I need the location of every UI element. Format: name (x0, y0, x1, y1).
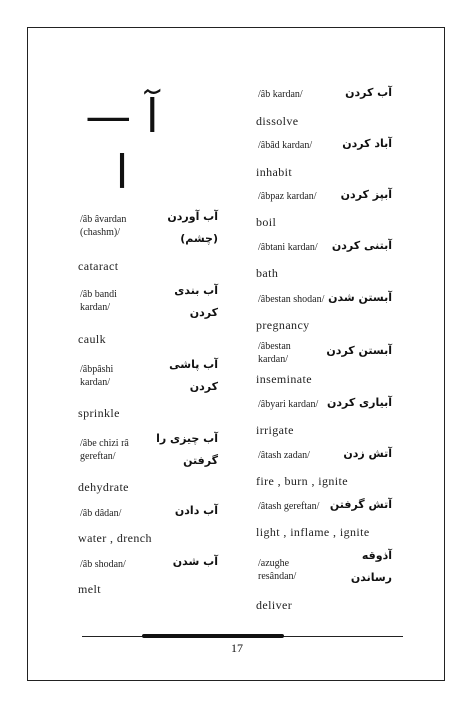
transliteration: /âb dâdan/ (80, 508, 122, 519)
page-number: 17 (231, 641, 243, 655)
english-gloss: melt (78, 582, 101, 596)
transliteration: /âbpaz kardan/ (258, 191, 317, 202)
english-gloss: caulk (78, 332, 106, 346)
english-gloss: pregnancy (256, 318, 310, 332)
persian-term: آذوقه رساندن (350, 549, 392, 584)
transliteration: /âbtani kardan/ (258, 242, 318, 253)
transliteration: /âbestan shodan/ (258, 294, 325, 305)
english-gloss: boil (256, 215, 277, 229)
english-gloss: water , drench (78, 531, 152, 545)
transliteration: /âtash zadan/ (258, 450, 310, 461)
transliteration: /âbyari kardan/ (258, 399, 319, 410)
english-gloss: dissolve (256, 114, 299, 128)
english-gloss: inhabit (256, 165, 293, 179)
section-header: آ — ا (85, 89, 159, 199)
persian-term: آبستن شدن (328, 291, 392, 304)
transliteration: /âbestan kardan/ (258, 341, 291, 365)
persian-term: آبپز کردن (340, 188, 392, 201)
transliteration: /azughe resândan/ (258, 558, 297, 582)
transliteration: /âb kardan/ (258, 89, 303, 100)
persian-term: آب بندی کردن (174, 284, 218, 319)
transliteration: /âb âvardan (chashm)/ (80, 214, 127, 238)
transliteration: /âbâd kardan/ (258, 140, 313, 151)
persian-term: آتش گرفتن (329, 498, 392, 511)
footer-rule-accent (142, 634, 284, 638)
english-gloss: fire , burn , ignite (256, 474, 348, 488)
transliteration: /âtash gereftan/ (258, 501, 320, 512)
persian-term: آبیاری کردن (326, 396, 392, 409)
persian-term: آب کردن (345, 86, 392, 99)
persian-term: آب چیزی را گرفتن (156, 432, 218, 467)
english-gloss: inseminate (256, 372, 312, 386)
english-gloss: sprinkle (78, 406, 120, 420)
persian-term: آب شدن (172, 555, 218, 568)
persian-term: آب پاشی کردن (169, 358, 218, 393)
persian-term: آبستن کردن (326, 344, 392, 357)
english-gloss: light , inflame , ignite (256, 525, 370, 539)
english-gloss: irrigate (256, 423, 294, 437)
persian-term: آتش زدن (343, 447, 392, 460)
persian-term: آب دادن (174, 504, 218, 517)
transliteration: /âbpâshi kardan/ (80, 364, 114, 388)
transliteration: /âb shodan/ (80, 559, 126, 570)
persian-term: آب آوردن (چشم) (167, 210, 218, 245)
english-gloss: dehydrate (78, 480, 129, 494)
transliteration: /âb bandi kardan/ (80, 289, 117, 313)
persian-term: آبتنی کردن (331, 239, 392, 252)
persian-term: آباد کردن (342, 137, 392, 150)
transliteration: /âbe chizi râ gereftan/ (80, 438, 129, 462)
english-gloss: cataract (78, 259, 119, 273)
english-gloss: bath (256, 266, 279, 280)
english-gloss: deliver (256, 598, 293, 612)
